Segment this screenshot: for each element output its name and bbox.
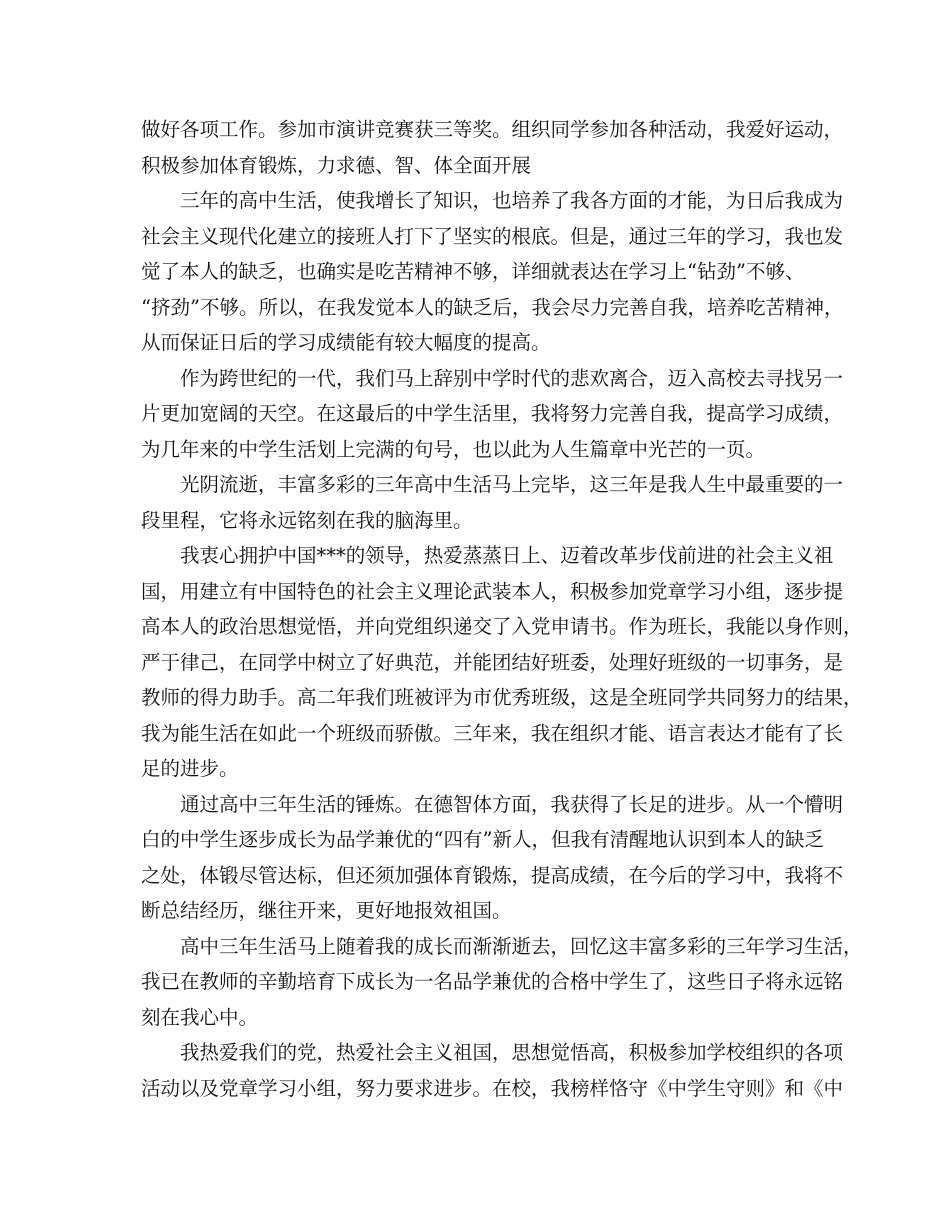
text-line: 我已在教师的辛勤培育下成长为一名品学兼优的合格中学生了，这些日子将永远铭 <box>141 970 844 993</box>
text-line: 我衷心拥护中国***的领导，热爱蒸蒸日上、迈着改革步伐前进的社会主义祖 <box>180 544 834 567</box>
text-line: 活动以及党章学习小组，努力要求进步。在校，我榜样恪守《中学生守则》和《中 <box>141 1076 844 1100</box>
text-line: 积极参加体育锻炼，力求德、智、体全面开展 <box>141 153 532 177</box>
paragraph-8 <box>141 1035 844 1106</box>
paragraph-6 <box>141 787 844 929</box>
paragraph-4 <box>141 467 844 538</box>
text-line: 严于律己，在同学中树立了好典范，并能团结好班委，处理好班级的一切事务，是 <box>141 650 844 674</box>
paragraph-3 <box>141 361 844 468</box>
text-line: 三年的高中生活，使我增长了知识，也培养了我各方面的才能，为日后我成为 <box>180 189 844 212</box>
text-line: 通过高中三年生活的锤炼。在德智体方面，我获得了长足的进步。从一个懵明 <box>180 792 844 816</box>
text-line: 作为跨世纪的一代，我们马上辞别中学时代的悲欢离合，迈入高校去寻找另一 <box>180 366 844 390</box>
text-line: 白的中学生逐步成长为品学兼优的“四有”新人，但我有清醒地认识到本人的缺乏 <box>141 828 824 851</box>
text-line: 片更加宽阔的天空。在这最后的中学生活里，我将努力完善自我，提高学习成绩， <box>141 402 844 425</box>
text-line: 高中三年生活马上随着我的成长而渐渐逝去，回忆这丰富多彩的三年学习生活， <box>180 934 863 958</box>
text-line: 从而保证日后的学习成绩能有较大幅度的提高。 <box>141 331 551 354</box>
text-line: 断总结经历，继往开来，更好地报效祖国。 <box>141 899 512 922</box>
document-body <box>141 112 863 1106</box>
text-line: “挤劲”不够。所以，在我发觉本人的缺乏后，我会尽力完善自我，培养吃苦精神， <box>141 295 844 319</box>
text-line: 之处，体锻尽管达标，但还须加强体育锻炼，提高成绩，在今后的学习中，我将不 <box>141 863 844 887</box>
text-line: 觉了本人的缺乏，也确实是吃苦精神不够，详细就表达在学习上“钻劲”不够、 <box>141 260 805 283</box>
text-line: 做好各项工作。参加市演讲竞赛获三等奖。组织同学参加各种活动，我爱好运动， <box>141 118 844 141</box>
text-line: 教师的得力助手。高二年我们班被评为市优秀班级，这是全班同学共同努力的结果， <box>141 686 863 709</box>
text-line: 刻在我心中。 <box>141 1005 259 1029</box>
text-line: 我为能生活在如此一个班级而骄傲。三年来，我在组织才能、语言表达才能有了长 <box>141 721 844 745</box>
paragraph-5 <box>141 538 863 787</box>
text-line: 为几年来的中学生活划上完满的句号，也以此为人生篇章中光芒的一页。 <box>141 437 766 461</box>
paragraph-1 <box>141 112 844 183</box>
paragraph-2 <box>141 183 844 361</box>
text-line: 社会主义现代化建立的接班人打下了坚实的根底。但是，通过三年的学习，我也发 <box>141 224 844 248</box>
paragraph-7 <box>141 929 863 1036</box>
text-line: 光阴流逝，丰富多彩的三年高中生活马上完毕，这三年是我人生中最重要的一 <box>180 473 844 496</box>
text-line: 高本人的政治思想觉悟，并向党组织递交了入党申请书。作为班长，我能以身作则， <box>141 615 863 638</box>
text-line: 国，用建立有中国特色的社会主义理论武装本人，积极参加党章学习小组，逐步提 <box>141 579 844 603</box>
text-line: 足的进步。 <box>141 757 239 780</box>
text-line: 段里程，它将永远铭刻在我的脑海里。 <box>141 508 473 532</box>
text-line: 我热爱我们的党，热爱社会主义祖国，思想觉悟高，积极参加学校组织的各项 <box>180 1041 844 1064</box>
